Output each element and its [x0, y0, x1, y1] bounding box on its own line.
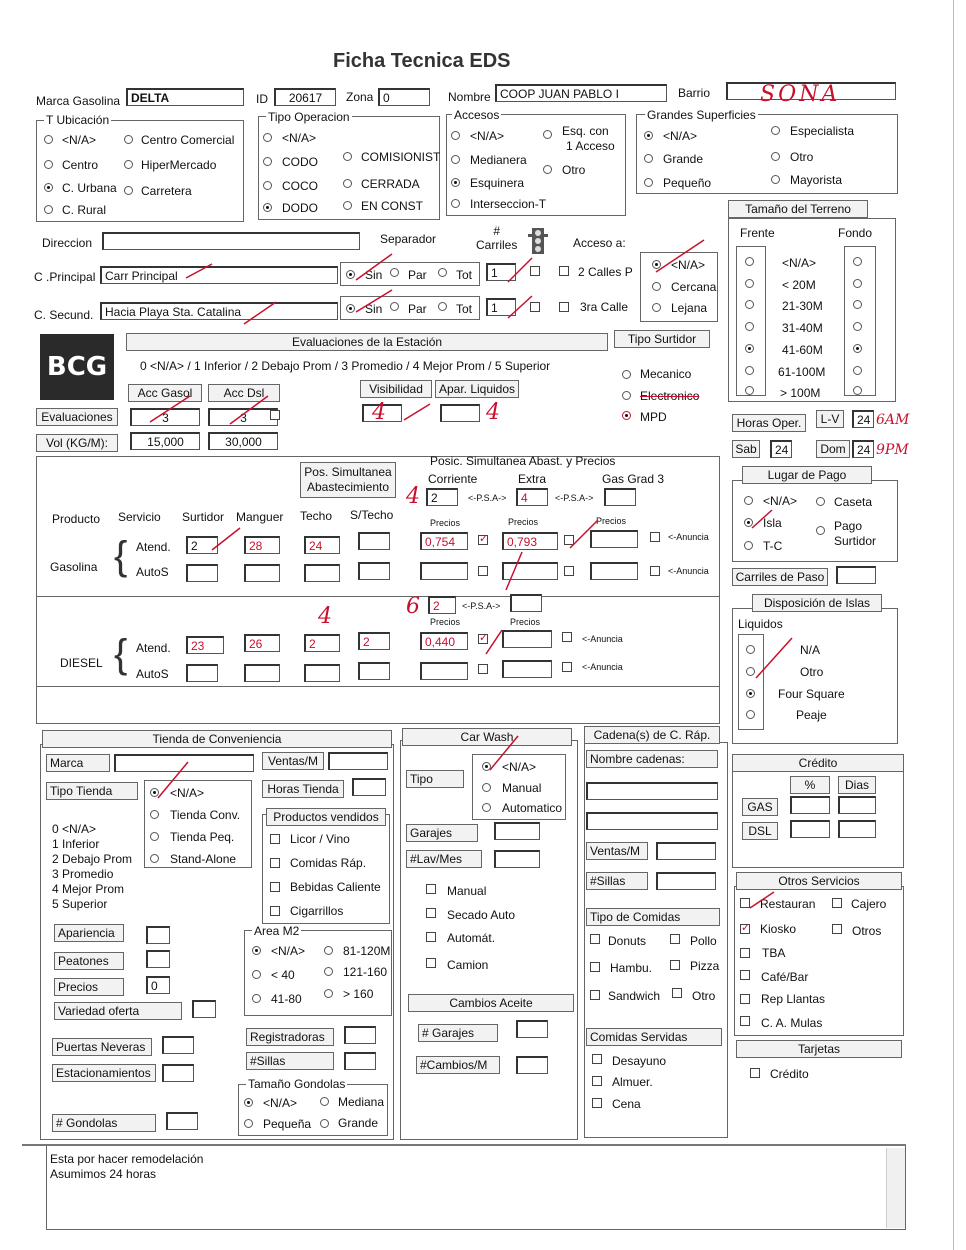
direccion-label: Direccion — [42, 236, 93, 250]
diesel-atend-manguer[interactable]: 26 — [244, 634, 280, 652]
notes-line-1[interactable]: Esta por hacer remodelación — [50, 1152, 204, 1166]
terreno-title: Tamaño del Terreno — [728, 200, 868, 218]
gas-atend-label: Atend. — [136, 540, 171, 554]
lav-label: #Lav/Mes — [406, 850, 482, 868]
secund-sin-label: Sin — [365, 302, 383, 316]
notes-line-2[interactable]: Asumimos 24 horas — [50, 1167, 157, 1181]
islas-four-label: Four Square — [778, 687, 845, 701]
sandwich-label: Sandwich — [608, 989, 661, 1003]
tienda-scale-4: 4 Mejor Prom — [52, 882, 125, 896]
tarjeta-credito-label: Crédito — [770, 1067, 809, 1081]
principal-carriles-field[interactable]: 1 — [486, 263, 516, 281]
area-40-label: < 40 — [271, 968, 295, 982]
cw-camion-item: Camion — [447, 958, 489, 972]
tienda-peq-label: Tienda Peq. — [170, 830, 235, 844]
diesel-atend-precio[interactable]: 0,440 — [420, 632, 468, 650]
area-gt160-label: > 160 — [343, 987, 374, 1001]
comidas-servidas-title: Comidas Servidas — [586, 1028, 722, 1046]
islas-peaje-label: Peaje — [796, 708, 827, 722]
cadena-title: Cadena(s) de C. Ráp. — [584, 726, 720, 744]
tienda-conv-label: Tienda Conv. — [170, 808, 241, 822]
mulas-label: C. A. Mulas — [761, 1016, 823, 1030]
islas-title: Disposición de Islas — [752, 594, 882, 612]
ubic-hiper-label: HiperMercado — [141, 158, 217, 172]
mark-carril-secund — [508, 296, 532, 318]
dom-field[interactable]: 24 — [852, 440, 874, 458]
tipo-comidas-title: Tipo de Comidas — [586, 908, 720, 926]
cambios-title: Cambios Aceite — [408, 994, 574, 1012]
cw-manual-item: Manual — [447, 884, 487, 898]
gond-pequena-label: Pequeña — [263, 1117, 312, 1131]
estac-label: Estacionamientos — [52, 1064, 156, 1082]
mark-pago — [752, 510, 772, 528]
evaluaciones-scale: 0 <N/A> / 1 Inferior / 2 Debajo Prom / 3 Promedio / 4 Mejor Prom / 5 Superior — [140, 359, 551, 373]
cajero-label: Cajero — [851, 897, 887, 911]
ubic-centro-label: Centro — [62, 158, 99, 172]
accesos-title: Accesos — [454, 108, 500, 122]
cena-label: Cena — [612, 1097, 641, 1111]
acc-esquinera-label: Esquinera — [470, 176, 525, 190]
carwash-title: Car Wash — [402, 728, 572, 746]
bcg-logo: BCG — [40, 334, 114, 400]
diesel-techo-handwriting: 4 — [318, 604, 332, 629]
op-coco-label: COCO — [282, 179, 318, 193]
extra-pos-field[interactable]: 4 — [516, 488, 548, 506]
mark-islas — [756, 638, 792, 678]
credito-pct-label: % — [790, 776, 830, 794]
precios-label-1: Precios — [430, 518, 461, 528]
tienda-scale-2: 2 Debajo Prom — [52, 852, 133, 866]
sab-field[interactable]: 24 — [770, 440, 792, 458]
pos-sim-label: Pos. Simultanea Abastecimiento — [300, 462, 396, 498]
mark-tienda — [158, 762, 188, 798]
principal-field[interactable]: Carr Principal — [100, 266, 338, 284]
corriente-label: Corriente — [428, 472, 478, 486]
mark-acc-gasol — [150, 396, 190, 422]
ubic-carretera-label: Carretera — [141, 184, 192, 198]
pago-caseta-label: Caseta — [834, 495, 873, 509]
desayuno-label: Desayuno — [612, 1054, 667, 1068]
secund-field[interactable]: Hacia Playa Sta. Catalina — [100, 302, 338, 320]
barrio-handwriting: SONA — [760, 82, 841, 107]
op-na-label: <N/A> — [282, 131, 317, 145]
terreno-opt-gt100: > 100M — [780, 386, 821, 400]
secund-par-label: Par — [408, 302, 427, 316]
terreno-frente: Frente — [740, 226, 775, 240]
col-servicio: Servicio — [118, 510, 161, 524]
gas-atend-surtidor[interactable]: 2 — [186, 536, 218, 554]
tres-calle-label: 3ra Calle — [580, 300, 629, 314]
op-comisionist-label: COMISIONIST — [361, 150, 441, 164]
vol-label: Vol (KG/M): — [36, 434, 118, 452]
principal-label: C .Principal — [34, 270, 96, 284]
carriles-label: # Carriles — [476, 224, 518, 252]
gas-pos-handwriting: 4 — [406, 484, 420, 509]
pago-na-label: <N/A> — [763, 494, 798, 508]
diesel-precios-label-1: Precios — [430, 617, 461, 627]
dos-calles-label: 2 Calles P — [578, 265, 633, 279]
islas-na-label: N/A — [800, 643, 821, 657]
lv-field[interactable]: 24 — [852, 410, 874, 428]
tarjetas-title: Tarjetas — [736, 1040, 902, 1058]
diesel-autos-label: AutoS — [136, 667, 169, 681]
area-na-label: <N/A> — [271, 944, 306, 958]
gs-otro-label: Otro — [790, 150, 814, 164]
ubic-urbana-label: C. Urbana — [62, 181, 117, 195]
ubic-cc-label: Centro Comercial — [141, 133, 235, 147]
mark-restauran — [750, 892, 774, 908]
eval-gasol-field[interactable]: 3 — [130, 408, 200, 426]
gs-especialista-label: Especialista — [790, 124, 855, 138]
terreno-opt-60: 41-60M — [782, 343, 823, 357]
acc-interseccion-label: Interseccion-T — [470, 197, 547, 211]
gas-atend-precio-extra[interactable]: 0,793 — [502, 532, 558, 550]
credito-title: Crédito — [732, 754, 904, 772]
ngondolas-label: # Gondolas — [52, 1114, 156, 1132]
separador-label: Separador — [380, 232, 437, 246]
evaluaciones-label: Evaluaciones — [36, 408, 118, 426]
nombre-cadenas-label: Nombre cadenas: — [586, 750, 718, 768]
mark-principal-check — [186, 264, 212, 278]
op-codo-label: CODO — [282, 155, 318, 169]
tienda-scale-5: 5 Superior — [52, 897, 108, 911]
mark-diesel — [486, 630, 502, 654]
cw-manual-label: Manual — [502, 781, 542, 795]
nombre-field[interactable]: COOP JUAN PABLO I — [495, 84, 667, 102]
terreno-opt-20: < 20M — [782, 278, 816, 292]
mark-carril-principal — [508, 258, 532, 282]
evaluaciones-title: Evaluaciones de la Estación — [126, 333, 608, 351]
carwash-tipo-label: Tipo — [406, 770, 464, 788]
tienda-sillas-label: #Sillas — [246, 1052, 334, 1070]
acc-medianera-label: Medianera — [470, 153, 527, 167]
gas-atend-precio-corr[interactable]: 0,754 — [420, 532, 468, 550]
acc-gasol-label: Acc Gasol — [128, 384, 202, 402]
tienda-title: Tienda de Conveniencia — [42, 730, 392, 748]
principal-par-label: Par — [408, 268, 427, 282]
peatones-label: Peatones — [54, 952, 124, 970]
acceso-cercana-label: Cercana — [671, 280, 717, 294]
tipo-surtidor-title: Tipo Surtidor — [614, 330, 710, 348]
productos-vendidos-title: Productos vendidos — [266, 808, 386, 826]
area-160-label: 121-160 — [343, 965, 388, 979]
diesel-pos-handwriting: 6 — [406, 594, 420, 619]
zona-field[interactable]: 0 — [378, 88, 430, 106]
gs-pequeno-label: Pequeño — [663, 176, 712, 190]
variedad-label: Variedad oferta — [54, 1002, 182, 1020]
acc-na-label: <N/A> — [470, 129, 505, 143]
pago-title: Lugar de Pago — [742, 466, 872, 484]
acc-1acceso-label: 1 Acceso — [566, 139, 615, 153]
vol-dsl-field[interactable]: 30,000 — [208, 432, 278, 450]
zona-label: Zona — [346, 90, 374, 104]
otros-label: Otros — [852, 924, 882, 938]
gas-atend-techo[interactable]: 24 — [304, 536, 340, 554]
tienda-na-label: <N/A> — [170, 786, 205, 800]
cigarrillos-label: Cigarrillos — [290, 904, 344, 918]
id-field[interactable]: 20617 — [274, 88, 336, 106]
posic-title: Posic. Simultanea Abast. y Precios — [430, 454, 616, 468]
gasolina-label: Gasolina — [50, 560, 98, 574]
visibilidad-label: Visibilidad — [360, 380, 432, 398]
tipo-operacion-title: Tipo Operacion — [268, 110, 350, 124]
area-80-label: 41-80 — [271, 992, 302, 1006]
diesel-anuncia-label-2: <-Anuncia — [582, 662, 623, 672]
grandes-title: Grandes Superficies — [647, 108, 756, 122]
bebidas-label: Bebidas Caliente — [290, 880, 381, 894]
diesel-brace: { — [114, 632, 128, 676]
islas-otro-label: Otro — [800, 665, 824, 679]
gond-na-label: <N/A> — [263, 1096, 298, 1110]
acceso-lejana-label: Lejana — [671, 301, 708, 315]
col-manguer: Manguer — [236, 510, 284, 524]
credito-dsl-label: DSL — [742, 822, 778, 840]
cw-automat-item: Automát. — [447, 931, 496, 945]
cw-secado-item: Secado Auto — [447, 908, 516, 922]
diesel-atend-surtidor[interactable]: 23 — [186, 636, 224, 654]
secund-tot-label: Tot — [456, 302, 473, 316]
terreno-opt-100: 61-100M — [778, 365, 826, 379]
comidas-label: Comidas Ráp. — [290, 856, 367, 870]
diesel-anuncia-label-1: <-Anuncia — [582, 634, 623, 644]
lv-label: L-V — [816, 410, 844, 428]
col-surtidor: Surtidor — [182, 510, 225, 524]
horas-oper-label: Horas Oper. — [732, 414, 806, 432]
surt-mpd-label: MPD — [640, 410, 667, 424]
gas-grad-label: Gas Grad 3 — [602, 472, 665, 486]
cw-auto-label: Automatico — [502, 801, 563, 815]
mark-secund-check — [244, 302, 276, 324]
tba-label: TBA — [762, 946, 786, 960]
mark-sep-principal — [356, 254, 392, 280]
barrio-label: Barrio — [678, 86, 711, 100]
acceso-a-label: Acceso a: — [573, 236, 626, 250]
horas-tienda-label: Horas Tienda — [262, 780, 344, 798]
restauran-label: Restauran — [760, 897, 816, 911]
acc-dsl-label: Acc Dsl — [208, 384, 280, 402]
gas-atend-manguer[interactable]: 28 — [244, 536, 280, 554]
apar-label: Apar. Liquidos — [435, 380, 519, 398]
acc-esq-label: Esq. con — [562, 124, 609, 138]
credito-gas-label: GAS — [742, 798, 778, 816]
almuer-label: Almuer. — [612, 1075, 653, 1089]
visibilidad-handwriting: 4 — [372, 400, 386, 425]
gs-na-label: <N/A> — [663, 129, 698, 143]
horas-handwriting-2: 9PM — [876, 442, 909, 458]
vol-gasol-field[interactable]: 15,000 — [130, 432, 200, 450]
gasolina-brace: { — [114, 534, 128, 578]
area-120-label: 81-120M — [343, 944, 391, 958]
sab-label: Sab — [732, 440, 760, 458]
psa-label-1: <-P.S.A-> — [468, 493, 507, 503]
op-enconst-label: EN CONST — [361, 199, 424, 213]
cadena-sillas-label: #Sillas — [586, 872, 648, 890]
surt-mecanico-label: Mecanico — [640, 367, 692, 381]
mark-carwash — [490, 736, 518, 770]
col-techo: Techo — [300, 509, 333, 523]
secund-carriles-field[interactable]: 1 — [486, 298, 516, 316]
precios-label-2: Precios — [508, 517, 539, 527]
precios-label-3: Precios — [596, 516, 627, 526]
mark-gas-extra — [570, 520, 598, 548]
dom-label: Dom — [816, 440, 850, 458]
tipo-tienda-label: Tipo Tienda — [46, 782, 138, 800]
llantas-label: Rep Llantas — [761, 992, 826, 1006]
ngarajes-label: # Garajes — [418, 1024, 498, 1042]
corriente-pos-field[interactable]: 2 — [426, 488, 458, 506]
diesel-atend-label: Atend. — [136, 641, 171, 655]
precios-tienda-label: Precios — [54, 978, 124, 996]
ubicacion-title: T Ubicación — [46, 113, 110, 127]
acc-otro-label: Otro — [562, 163, 586, 177]
diesel-atend-stecho[interactable]: 2 — [358, 632, 390, 650]
principal-tot-label: Tot — [456, 268, 473, 282]
tienda-scale-3: 3 Promedio — [52, 867, 114, 881]
diesel-precios-label-2: Precios — [510, 617, 541, 627]
precios-tienda-field[interactable]: 0 — [146, 976, 170, 994]
principal-sin-label: Sin — [365, 268, 383, 282]
marca-field[interactable]: DELTA — [126, 88, 244, 106]
tienda-stand-label: Stand-Alone — [170, 852, 237, 866]
acceso-na-label: <N/A> — [671, 258, 706, 272]
cafe-label: Café/Bar — [761, 970, 809, 984]
apariencia-label: Apariencia — [54, 924, 124, 942]
op-cerrada-label: CERRADA — [361, 177, 420, 191]
credito-dias-label: Dias — [838, 776, 876, 794]
kiosko-label: Kiosko — [760, 922, 797, 936]
ubic-na-label: <N/A> — [62, 133, 97, 147]
cw-na-label: <N/A> — [502, 760, 537, 774]
horas-handwriting-1: 6AM — [876, 412, 910, 428]
garajes-label: Garajes — [406, 824, 478, 842]
diesel-label: DIESEL — [60, 656, 103, 670]
gas-anuncia-label-2: <-Anuncia — [668, 566, 709, 576]
pago-isla-label: Isla — [763, 516, 782, 530]
donuts-label: Donuts — [608, 934, 647, 948]
pago-surtidor-label: Surtidor — [834, 534, 877, 548]
diesel-atend-techo[interactable]: 2 — [304, 634, 340, 652]
mark-vis — [404, 404, 430, 420]
tienda-scale-1: 1 Inferior — [52, 837, 100, 851]
surt-electronico-label: Electronico — [640, 389, 700, 403]
terreno-fondo: Fondo — [838, 226, 873, 240]
id-label: ID — [256, 92, 268, 106]
op-dodo-label: DODO — [282, 201, 318, 215]
page-title: Ficha Tecnica EDS — [333, 50, 511, 72]
pollo-label: Pollo — [690, 934, 717, 948]
licor-label: Licor / Vino — [290, 832, 350, 846]
pago-tc-label: T-C — [763, 539, 783, 553]
apar-handwriting: 4 — [486, 400, 500, 425]
carriles-paso-label: Carriles de Paso — [732, 568, 828, 586]
mark-gas-autos — [506, 552, 522, 590]
cadena-ventas-label: Ventas/M — [586, 842, 648, 860]
hambu-label: Hambu. — [610, 961, 653, 975]
gas-autos-label: AutoS — [136, 565, 169, 579]
tienda-marca-label: Marca — [46, 754, 110, 772]
area-title: Area M2 — [254, 924, 300, 938]
marca-label: Marca Gasolina — [36, 94, 121, 108]
pizza-label: Pizza — [690, 959, 720, 973]
islas-liquidos: Liquidos — [738, 617, 783, 631]
gs-mayorista-label: Mayorista — [790, 173, 843, 187]
ncambios-label: #Cambios/M — [416, 1056, 500, 1074]
col-producto: Producto — [52, 512, 101, 526]
gond-mediana-label: Mediana — [338, 1095, 385, 1109]
puertas-label: Puertas Neveras — [52, 1038, 152, 1056]
pago-pago-label: Pago — [834, 519, 863, 533]
gondolas-title: Tamaño Gondolas — [248, 1077, 346, 1091]
gs-grande-label: Grande — [663, 152, 704, 166]
diesel-psa-label: <-P.S.A-> — [462, 601, 501, 611]
eval-dsl-field[interactable]: 3 — [208, 408, 278, 426]
gas-anuncia-label-1: <-Anuncia — [668, 532, 709, 542]
extra-label: Extra — [518, 472, 547, 486]
servicios-title: Otros Servicios — [736, 872, 902, 890]
mark-acceso — [656, 240, 704, 272]
terreno-opt-40: 31-40M — [782, 321, 823, 335]
terreno-opt-na: <N/A> — [782, 256, 817, 270]
gond-grande-label: Grande — [338, 1116, 379, 1130]
tienda-ventas-label: Ventas/M — [262, 752, 324, 770]
ubic-rural-label: C. Rural — [62, 203, 107, 217]
diesel-pos-field[interactable]: 2 — [428, 596, 456, 614]
nombre-label: Nombre — [448, 90, 491, 104]
col-stecho: S/Techo — [350, 508, 394, 522]
tienda-scale-0: 0 <N/A> — [52, 822, 97, 836]
registradoras-label: Registradoras — [246, 1028, 334, 1046]
terreno-opt-30: 21-30M — [782, 299, 823, 313]
mark-sep-secund — [356, 290, 392, 312]
otro-comida-label: Otro — [692, 989, 716, 1003]
secund-label: C. Secund. — [34, 308, 94, 322]
mark-gas-atend — [212, 528, 240, 550]
psa-label-2: <-P.S.A-> — [555, 493, 594, 503]
mark-acc-dsl — [230, 396, 268, 424]
